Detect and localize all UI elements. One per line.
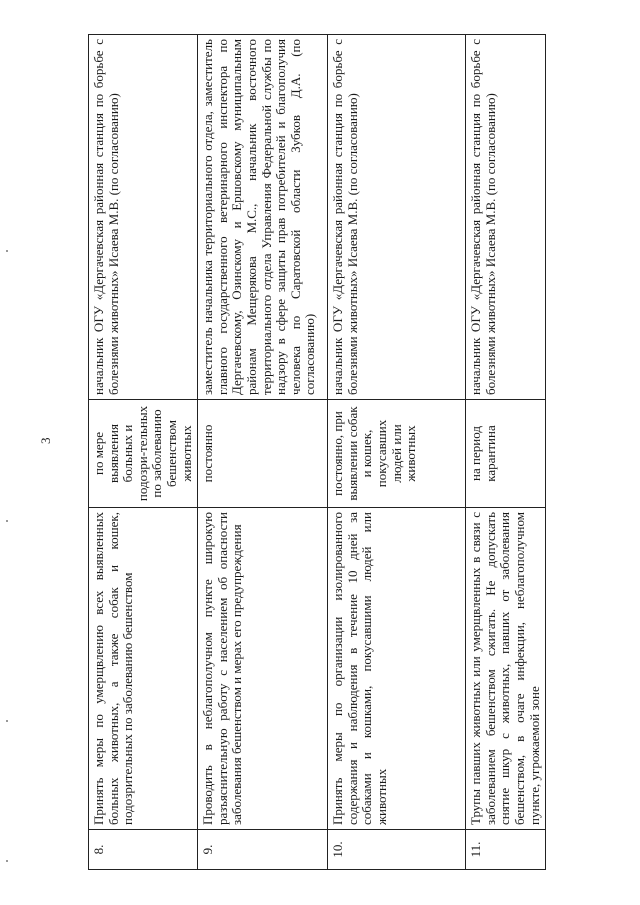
term-text: по мере выявления больных и подозри-тельных по заболеванию бешенством животных — [89, 400, 198, 508]
scan-mark — [6, 250, 8, 252]
table-row — [198, 35, 328, 870]
table-row — [89, 35, 198, 870]
scan-mark — [6, 720, 8, 722]
rotated-table-wrapper — [88, 35, 542, 870]
scan-mark — [6, 520, 8, 522]
row-number: 8. — [89, 830, 198, 870]
term-text: постоянно — [198, 400, 328, 508]
scan-mark — [6, 860, 8, 862]
measure-text: Принять меры по умерщвлению всех выявленных больных животных, а также собак и кошек, подозрительных по заболеванию бешенством — [89, 508, 198, 830]
term-text: постоянно, при выявлении собак и кошек, покусавших людей или животных — [328, 400, 466, 508]
table-row — [328, 35, 466, 870]
responsible-text: начальник ОГУ «Дергачевская районная станция по борьбе с болезнями животных» Исаева М.В. (по согласованию) — [328, 35, 466, 400]
term-text: на период карантина — [466, 400, 546, 508]
row-number: 9. — [198, 830, 328, 870]
table-row — [466, 35, 546, 870]
responsible-text: заместитель начальника территориального отдела, заместитель главного государственного ветеринарного инспектора по Дергачевскому, Озинскому и Ершовскому муниципальным районам Мещерякова М.С., начальник восточного территориального отдела Управления Федеральной службы по надзору в сфере защиты прав потребителей и благополучия человека по Саратовской области Зубков Д.А. (по согласованию) — [198, 35, 328, 400]
measure-text: Принять меры по организации изолированного содержания и наблюдения в течение 10 дней за собаками и кошками, покусавшими людей или животных — [328, 508, 466, 830]
row-number: 10. — [328, 830, 466, 870]
measure-text: Проводить в неблагополучном пункте широкую разъяснительную работу с населением об опасности заболевания бешенством и мерах его предупреждения — [198, 508, 328, 830]
responsible-text: начальник ОГУ «Дергачевская районная станция по борьбе с болезнями животных» Исаева М.В. (по согласованию) — [89, 35, 198, 400]
measures-table — [88, 34, 546, 870]
page-number: 3 — [38, 437, 53, 444]
row-number: 11. — [466, 830, 546, 870]
responsible-text: начальник ОГУ «Дергачевская районная станция по борьбе с болезнями животных» Исаева М.В. (по согласованию) — [466, 35, 546, 400]
measure-text: Трупы павших животных или умерщвленных в связи с заболеванием бешенством сжигать. Не допускать снятие шкур с животных, павших от заболевания бешенством, в очаге инфекции, неблагополучном пункте, угрожаемой зоне — [466, 508, 546, 830]
